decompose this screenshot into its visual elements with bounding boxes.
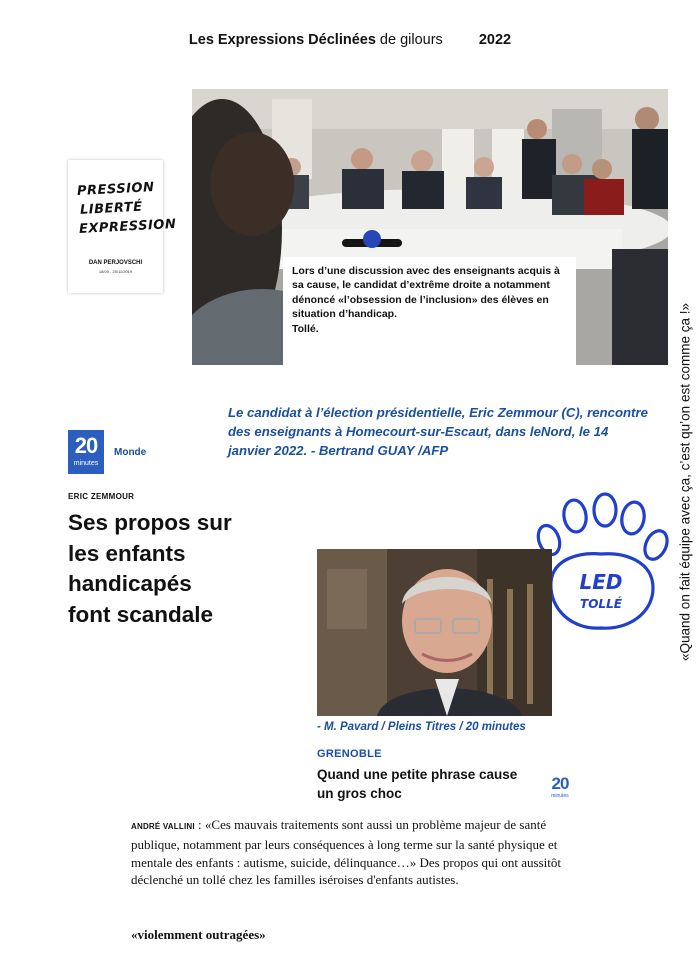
handwritten-line: LIBERTÉ [79, 199, 143, 218]
header-year: 2022 [478, 32, 512, 48]
article-headline: Ses propos sur les enfants handicapés font scandale [68, 510, 232, 627]
meeting-photo [192, 89, 668, 365]
vertical-quote [675, 272, 695, 692]
card-author: DAN PERJOVSCHI [88, 260, 143, 266]
portrait-credit: - M. Pavard / Pleins Titres / 20 minutes [317, 721, 526, 733]
section-label: Monde [114, 447, 147, 458]
20-minutes-small-logo [547, 775, 573, 801]
card-dates: 18/09 - 25/11/2019 [98, 269, 133, 274]
page-header [0, 32, 700, 48]
photo-credit-caption: Le candidat à l’élection présidentielle, Eric Zemmour (C), rencontre des enseignants à Homecourt-sur-Escaut, dans leNord, le 14 janvier 2022. - Bertrand GUAY /AFP [228, 405, 648, 458]
quote-author: ANDRÉ VALLINI [131, 822, 195, 831]
small-logo-number: 20 [551, 774, 569, 793]
header-author: de gilours [375, 32, 443, 48]
logo-number: 20 [74, 433, 98, 458]
second-kicker: GRENOBLE [317, 748, 382, 760]
photo-caption-reaction: Tollé. [292, 322, 319, 335]
photo-caption-text: Lors d’une discussion avec des enseignants acquis à sa cause, le candidat d’extrême droite a notamment dénoncé «l’obsession de l’inclusion» des élèves en situation d’handicap. [292, 265, 560, 321]
handwritten-line: EXPRESSION [78, 216, 177, 238]
logo-sub: minutes [73, 460, 99, 467]
quote-separator: : [194, 817, 205, 832]
article-kicker: ERIC ZEMMOUR [68, 492, 135, 501]
quote-subhead: «violemment outragées» [131, 927, 266, 942]
quote-paragraph [131, 816, 575, 889]
handwritten-line: PRESSION [76, 180, 155, 200]
second-headline: Quand une petite phrase cause un gros choc [317, 767, 518, 801]
20-minutes-logo [68, 430, 104, 474]
portrait-illustration [317, 549, 552, 716]
handwritten-words [76, 178, 177, 239]
portrait-photo [317, 549, 552, 716]
small-logo-sub: minutes [551, 793, 569, 799]
exhibition-card [68, 160, 177, 293]
photo-caption [283, 257, 576, 365]
header-title: Les Expressions Déclinées [188, 32, 376, 48]
paw-text-tolle: TOLLÉ [580, 597, 622, 611]
paw-text-led: LED [579, 570, 623, 594]
quote-text: «Ces mauvais traitements sont aussi un problème majeur de santé publique, notamment par leurs conséquences à long terme sur la santé physique et mentale des enfants : autisme, suicide, délinquance…» Des propos qui ont aussitôt déclenché un tollé chez les familles iséroises d'enfants autistes. [131, 817, 561, 888]
vertical-quote-text: «Quand on fait équipe avec ça, c’est qu’on est comme ça !» [677, 303, 693, 661]
